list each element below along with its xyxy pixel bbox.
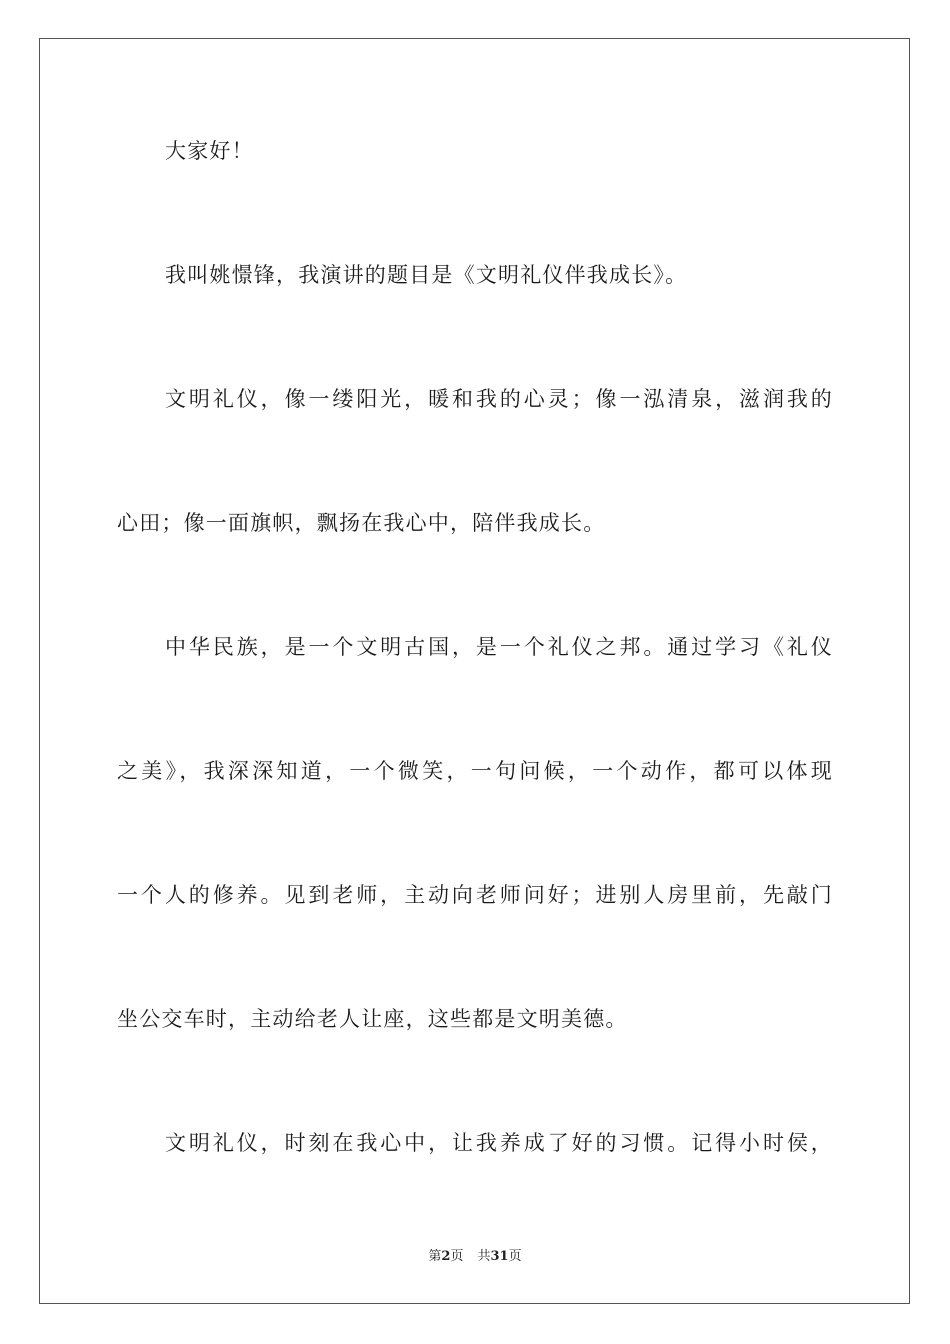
paragraph-line: 心田；像一面旗帜，飘扬在我心中，陪伴我成长。 [117, 511, 606, 535]
paragraph-line: 之美》，我深深知道，一个微笑，一句问候，一个动作，都可以体现 [117, 759, 833, 783]
total-suffix: 页 [508, 1249, 522, 1264]
page-prefix: 第 [428, 1249, 442, 1264]
page-number: 2 [441, 1249, 451, 1264]
total-pages: 31 [490, 1249, 509, 1264]
paragraph-line: 一个人的修养。见到老师，主动向老师问好；进别人房里前，先敲门 [117, 883, 833, 907]
total-prefix: 共 [477, 1249, 491, 1264]
paragraph-line: 中华民族，是一个文明古国，是一个礼仪之邦。通过学习《礼仪 [165, 635, 833, 659]
paragraph-line: 文明礼仪，时刻在我心中，让我养成了好的习惯。记得小时侯， [165, 1131, 833, 1155]
page-suffix: 页 [450, 1249, 464, 1264]
paragraph-line: 坐公交车时，主动给老人让座，这些都是文明美德。 [117, 1007, 628, 1031]
intro-line: 我叫姚憬锋，我演讲的题目是《文明礼仪伴我成长》。 [165, 263, 688, 287]
paragraph-line: 文明礼仪，像一缕阳光，暖和我的心灵；像一泓清泉，滋润我的 [165, 387, 833, 411]
page-frame [39, 38, 910, 1304]
page-footer [0, 1248, 950, 1266]
greeting-line: 大家好！ [165, 139, 254, 163]
